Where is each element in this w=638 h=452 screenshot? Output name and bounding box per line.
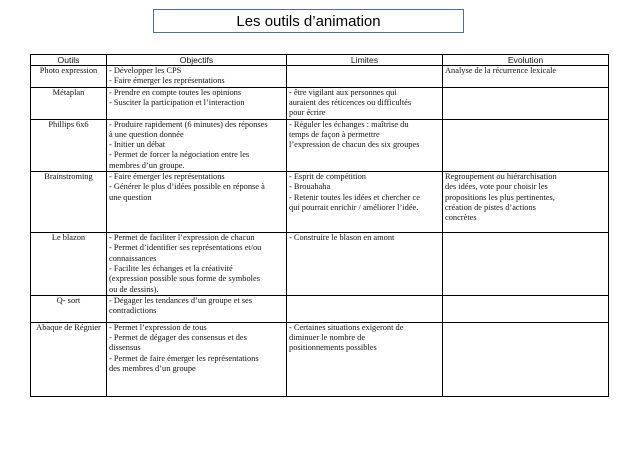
objectifs-line: - Susciter la participation et l’interaction — [109, 97, 245, 107]
objectifs-line: à une question donnée — [109, 129, 184, 139]
objectifs-line: ou de dessins). — [109, 284, 159, 294]
tool-name-cell: Le blazon — [31, 233, 107, 296]
table-row — [31, 295, 609, 322]
header-limites: Limites — [287, 55, 443, 66]
evolution-cell — [443, 119, 609, 171]
table-row — [31, 172, 609, 233]
objectifs-line: (expression possible sous forme de symboles — [109, 274, 260, 284]
objectifs-line: - Facilite les échanges et la créativité — [109, 263, 233, 273]
tool-name-cell: Brainstroming — [31, 172, 107, 233]
evolution-line: propositions les plus pertinentes, — [445, 192, 555, 202]
objectifs-line: - Produire rapidement (6 minutes) des réponses — [109, 119, 268, 129]
limites-line: auraient des réticences ou difficultés — [289, 97, 412, 107]
objectifs-line: - Prendre en compte toutes les opinions — [109, 87, 242, 97]
objectifs-line: des membres d’un groupe — [109, 364, 196, 374]
objectifs-line: - Développer les CPS — [109, 66, 182, 75]
tool-name-cell: Q- sort — [31, 295, 107, 322]
header-objectifs: Objectifs — [107, 55, 287, 66]
objectifs-line: une question — [109, 192, 152, 202]
limites-line: - Construire le blason en amont — [289, 233, 395, 243]
limites-line: - Esprit de compétition — [289, 172, 366, 182]
table-row — [31, 322, 609, 396]
limites-line: - Retenir toutes les idées et chercher ce — [289, 192, 420, 202]
animation-tools-table — [30, 54, 609, 397]
objectifs-cell — [107, 87, 287, 119]
objectifs-line: dissensus — [109, 343, 141, 353]
objectifs-cell — [107, 66, 287, 88]
limites-line: qui pourrait enrichir / améliorer l’idée. — [289, 202, 419, 212]
objectifs-line: - Faire émerger les représentations — [109, 76, 225, 86]
header-outils: Outils — [31, 55, 107, 66]
limites-line: - Brouahaha — [289, 182, 331, 192]
table-header-row — [31, 55, 609, 66]
limites-line: - être vigilant aux personnes qui — [289, 87, 397, 97]
evolution-cell — [443, 172, 609, 233]
objectifs-line: - Permet de dégager des consensus et des — [109, 333, 247, 343]
evolution-line: Regroupement ou hiérarchisation — [445, 172, 557, 182]
objectifs-line: - Dégager les tendances d’un groupe et ses — [109, 295, 253, 305]
evolution-cell — [443, 233, 609, 296]
evolution-line: Analyse de la récurrence lexicale — [445, 66, 557, 75]
table-row — [31, 87, 609, 119]
limites-line: diminuer le nombre de — [289, 333, 366, 343]
table-row — [31, 233, 609, 296]
objectifs-cell — [107, 172, 287, 233]
header-evolution: Evolution — [443, 55, 609, 66]
objectifs-line: - Permet d’identifier ses représentations et/ou — [109, 243, 262, 253]
objectifs-line: - Permet de faire émerger les représentations — [109, 353, 259, 363]
tool-name-cell: Phillips 6x6 — [31, 119, 107, 171]
page-title: Les outils d’animation — [153, 9, 464, 33]
limites-line: l’expression de chacun des six groupes — [289, 140, 420, 150]
limites-line: positionnements possibles — [289, 343, 377, 353]
limites-cell — [287, 119, 443, 171]
table-row — [31, 119, 609, 171]
objectifs-line: - Permet l’expression de tous — [109, 322, 207, 332]
tool-name-cell: Photo expression — [31, 66, 107, 88]
limites-line: - Réguler les échanges : maîtrise du — [289, 119, 409, 129]
objectifs-cell — [107, 233, 287, 296]
limites-cell — [287, 233, 443, 296]
limites-cell — [287, 66, 443, 88]
limites-line: temps de façon à permettre — [289, 129, 380, 139]
objectifs-cell — [107, 295, 287, 322]
tool-name-cell: Métaplan — [31, 87, 107, 119]
limites-cell — [287, 87, 443, 119]
limites-cell — [287, 322, 443, 396]
evolution-cell — [443, 295, 609, 322]
evolution-line: des idées, vote pour choisir les — [445, 182, 548, 192]
evolution-line: création de pistes d’actions — [445, 202, 536, 212]
limites-cell — [287, 295, 443, 322]
objectifs-cell — [107, 322, 287, 396]
evolution-cell — [443, 87, 609, 119]
objectifs-line: - Initier un débat — [109, 140, 166, 150]
limites-line: - Certaines situations exigeront de — [289, 322, 404, 332]
limites-line: pour écrire — [289, 108, 326, 118]
table-row — [31, 66, 609, 88]
evolution-line: concrètes — [445, 213, 477, 223]
objectifs-line: - Générer le plus d’idées possible en réponse à — [109, 182, 265, 192]
tool-name-cell: Abaque de Régnier — [31, 322, 107, 396]
objectifs-cell — [107, 119, 287, 171]
evolution-cell — [443, 66, 609, 88]
objectifs-line: - Permet de faciliter l’expression de chacun — [109, 233, 255, 243]
limites-cell — [287, 172, 443, 233]
objectifs-line: - Permet de forcer la négociation entre les — [109, 150, 250, 160]
objectifs-line: - Faire émerger les représentations — [109, 172, 225, 182]
objectifs-line: contradictions — [109, 306, 157, 316]
evolution-cell — [443, 322, 609, 396]
objectifs-line: connaissances — [109, 253, 157, 263]
objectifs-line: membres d’un groupe. — [109, 160, 185, 170]
